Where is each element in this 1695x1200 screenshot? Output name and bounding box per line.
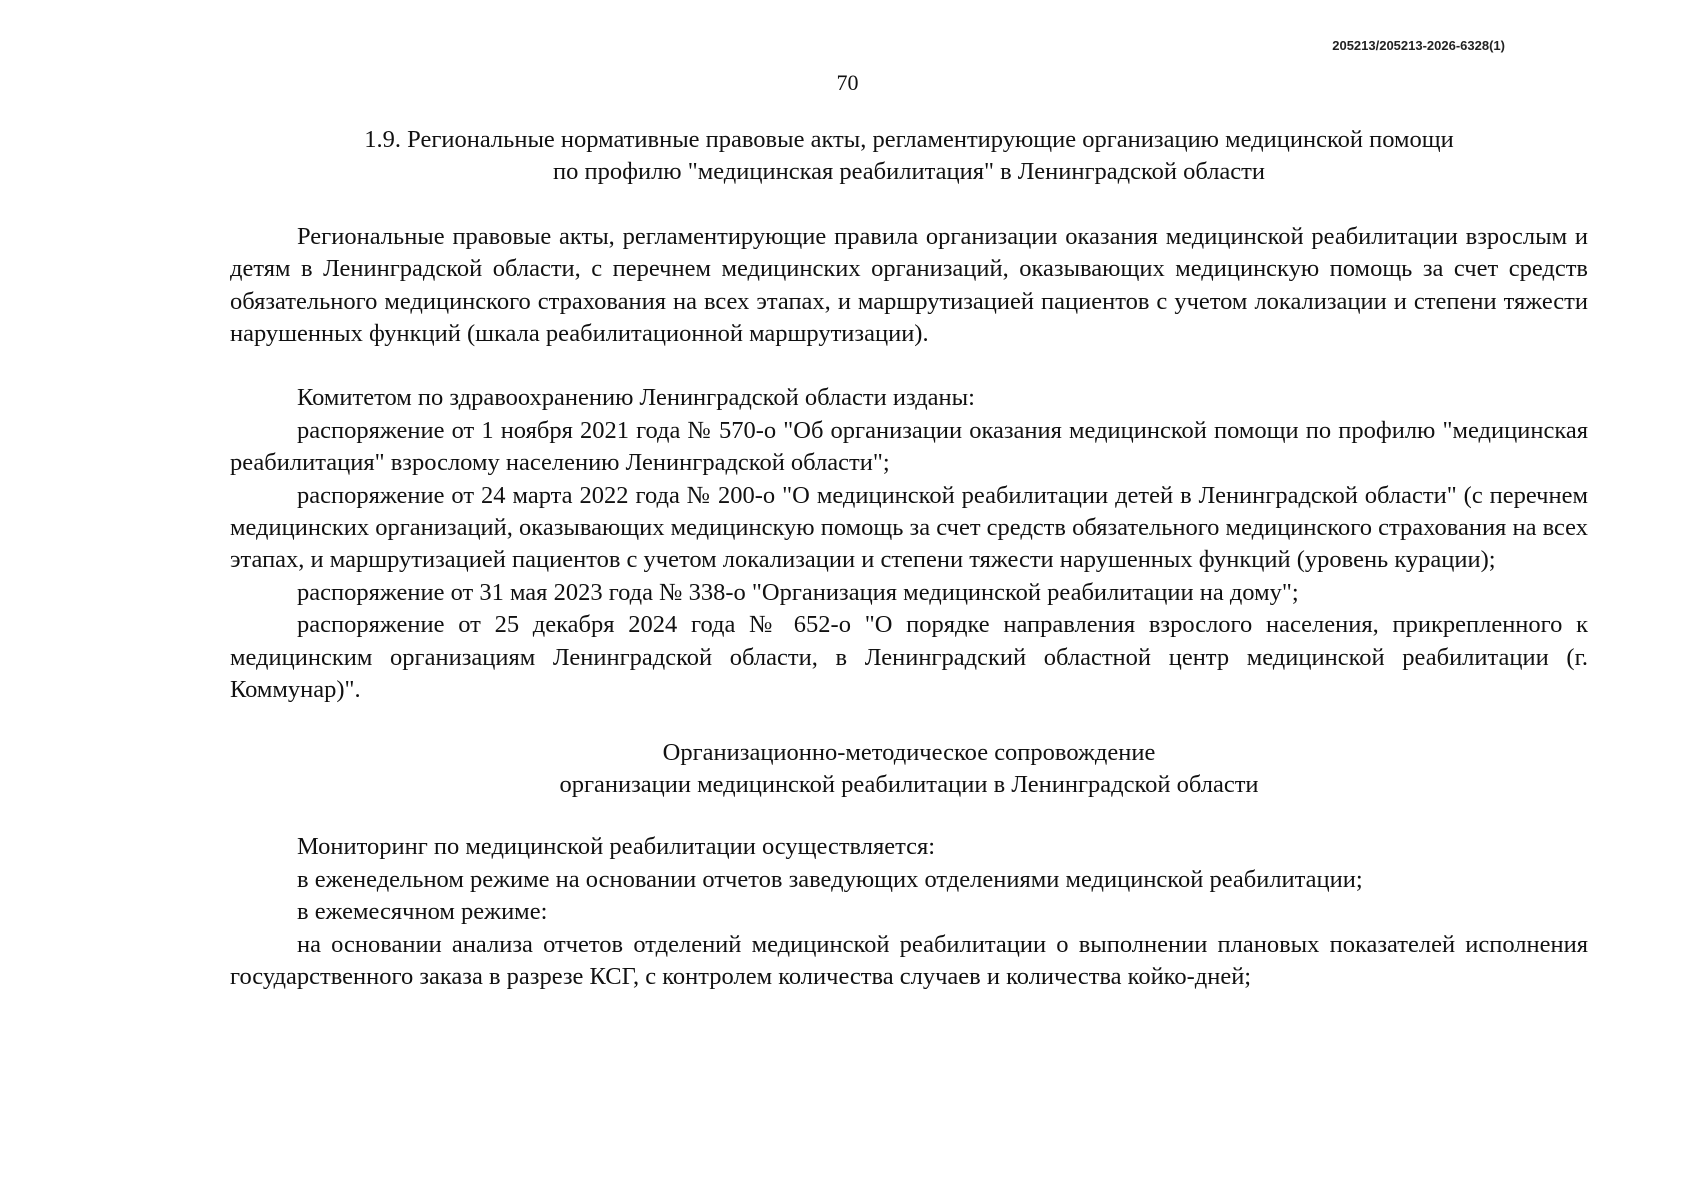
orders-list (230, 382, 1588, 706)
page-number: 70 (836, 70, 859, 95)
monitoring-monthly-detail: на основании анализа отчетов отделений медицинской реабилитации о выполнении плановых показателей исполнения государственного заказа в разрезе КСГ, с контролем количества случаев и количества койко-дней; (230, 930, 1588, 990)
page-content (230, 124, 1588, 993)
section-title (230, 124, 1588, 189)
order-item: распоряжение от 31 мая 2023 года № 338-о "Организация медицинской реабилитации на дому"; (297, 578, 1299, 606)
subsection-title-line-1: Организационно-методическое сопровождение (662, 738, 1156, 766)
order-item: распоряжение от 1 ноября 2021 года № 570-о "Об организации оказания медицинской помощи по профилю "медицинская реабилитация" взрослому населению Ленинградской области"; (230, 416, 1588, 477)
committee-lead-paragraph: Комитетом по здравоохранению Ленинградской области изданы: (297, 384, 975, 412)
monitoring-weekly-item: в еженедельном режиме на основании отчетов заведующих отделениями медицинской реабилитации; (297, 865, 1363, 893)
subsection-title-line-2: организации медицинской реабилитации в Ленинградской области (559, 770, 1259, 798)
intro-paragraph: Региональные правовые акты, регламентирующие правила организации оказания медицинской реабилитации взрослым и детям в Ленинградской области, с перечнем медицинских организаций, оказывающих медицинскую помощь за счет средств обязательного медицинского страхования на всех этапах, и маршрутизацией пациентов с учетом локализации и степени тяжести нарушенных функций (шкала реабилитационной маршрутизации). (230, 222, 1588, 348)
monitoring-list (230, 831, 1588, 993)
section-title-line-2: по профилю "медицинская реабилитация" в Ленинградской области (553, 158, 1265, 186)
monitoring-lead-paragraph: Мониторинг по медицинской реабилитации осуществляется: (297, 833, 936, 861)
order-item: распоряжение от 24 марта 2022 года № 200-о "О медицинской реабилитации детей в Ленинградской области" (с перечнем медицинских организаций, оказывающих медицинскую помощь за счет средств обязательного медицинского страхования на всех этапах, и маршрутизацией пациентов с учетом локализации и степени тяжести нарушенных функций (уровень курации); (230, 481, 1588, 574)
monitoring-monthly-item: в ежемесячном режиме: (297, 898, 548, 926)
document-registration-number: 205213/205213-2026-6328(1) (1332, 38, 1505, 53)
section-title-line-1: 1.9. Региональные нормативные правовые акты, регламентирующие организацию медицинской помощи (364, 126, 1454, 153)
order-item: распоряжение от 25 декабря 2024 года № 652-о "О порядке направления взрослого населения, прикрепленного к медицинским организациям Ленинградской области, в Ленинградский областной центр медицинской реабилитации (г. Коммунар)". (230, 611, 1588, 704)
subsection-title (230, 737, 1588, 802)
